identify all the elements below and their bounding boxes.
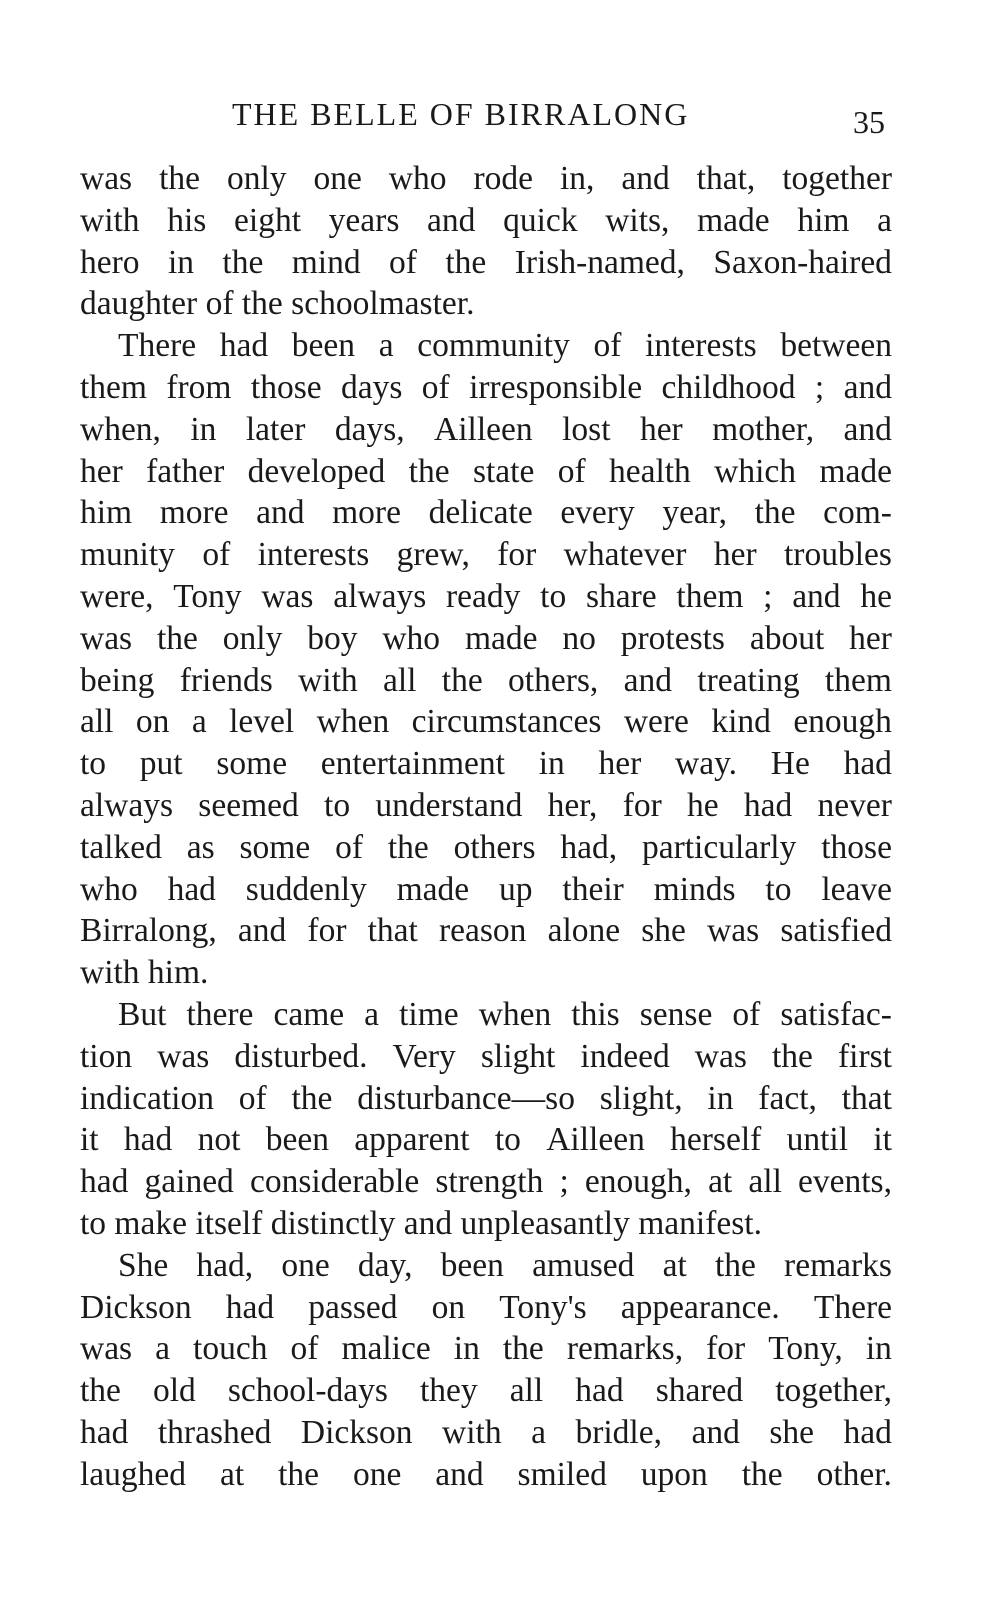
text-line: being friends with all the others, and treating them xyxy=(80,661,892,699)
text-line: Birralong, and for that reason alone she was satisfied xyxy=(80,912,892,950)
text-line: to put some entertainment in her way. He had xyxy=(80,745,892,783)
text-line: who had suddenly made up their minds to leave xyxy=(80,870,892,908)
text-line: munity of interests grew, for whatever her troubles xyxy=(80,536,892,574)
text-line: all on a level when circumstances were kind enough xyxy=(80,703,892,741)
body-text xyxy=(80,158,892,1496)
text-line: tion was disturbed. Very slight indeed was the first xyxy=(80,1037,892,1075)
text-line: She had, one day, been amused at the remarks xyxy=(118,1246,892,1284)
text-line: was a touch of malice in the remarks, for Tony, in xyxy=(80,1330,892,1368)
text-line: Dickson had passed on Tony's appearance. There xyxy=(80,1288,892,1326)
text-line: laughed at the one and smiled upon the other. xyxy=(80,1455,892,1493)
text-line: to make itself distinctly and unpleasantly manifest. xyxy=(80,1204,762,1242)
text-line: was the only boy who made no protests about her xyxy=(80,619,892,657)
text-line: hero in the mind of the Irish-named, Saxon-haired xyxy=(80,243,892,281)
text-line: always seemed to understand her, for he had never xyxy=(80,786,892,824)
text-line: daughter of the schoolmaster. xyxy=(80,285,475,323)
text-line: her father developed the state of health which made xyxy=(80,452,892,490)
text-line: was the only one who rode in, and that, together xyxy=(80,160,892,197)
page-number: 35 xyxy=(853,104,885,140)
text-line: with his eight years and quick wits, made him a xyxy=(80,201,892,239)
text-line: talked as some of the others had, particularly those xyxy=(80,828,892,866)
text-line: the old school-days they all had shared together, xyxy=(80,1372,892,1410)
text-line: There had been a community of interests between xyxy=(118,327,892,365)
text-line: had gained considerable strength ; enough, at all events, xyxy=(80,1163,892,1201)
text-line: when, in later days, Ailleen lost her mother, and xyxy=(80,410,892,448)
running-head xyxy=(0,96,1000,146)
text-line: But there came a time when this sense of satisfac- xyxy=(118,995,892,1033)
text-line: it had not been apparent to Ailleen herself until it xyxy=(80,1121,892,1159)
text-line: had thrashed Dickson with a bridle, and she had xyxy=(80,1413,892,1451)
text-line: them from those days of irresponsible childhood ; and xyxy=(80,368,892,406)
text-line: with him. xyxy=(80,954,209,992)
text-line: indication of the disturbance—so slight, in fact, that xyxy=(80,1079,892,1117)
running-title: THE BELLE OF BIRRALONG xyxy=(232,96,690,132)
text-line: him more and more delicate every year, the com- xyxy=(80,494,892,532)
text-line: were, Tony was always ready to share them ; and he xyxy=(80,577,892,615)
